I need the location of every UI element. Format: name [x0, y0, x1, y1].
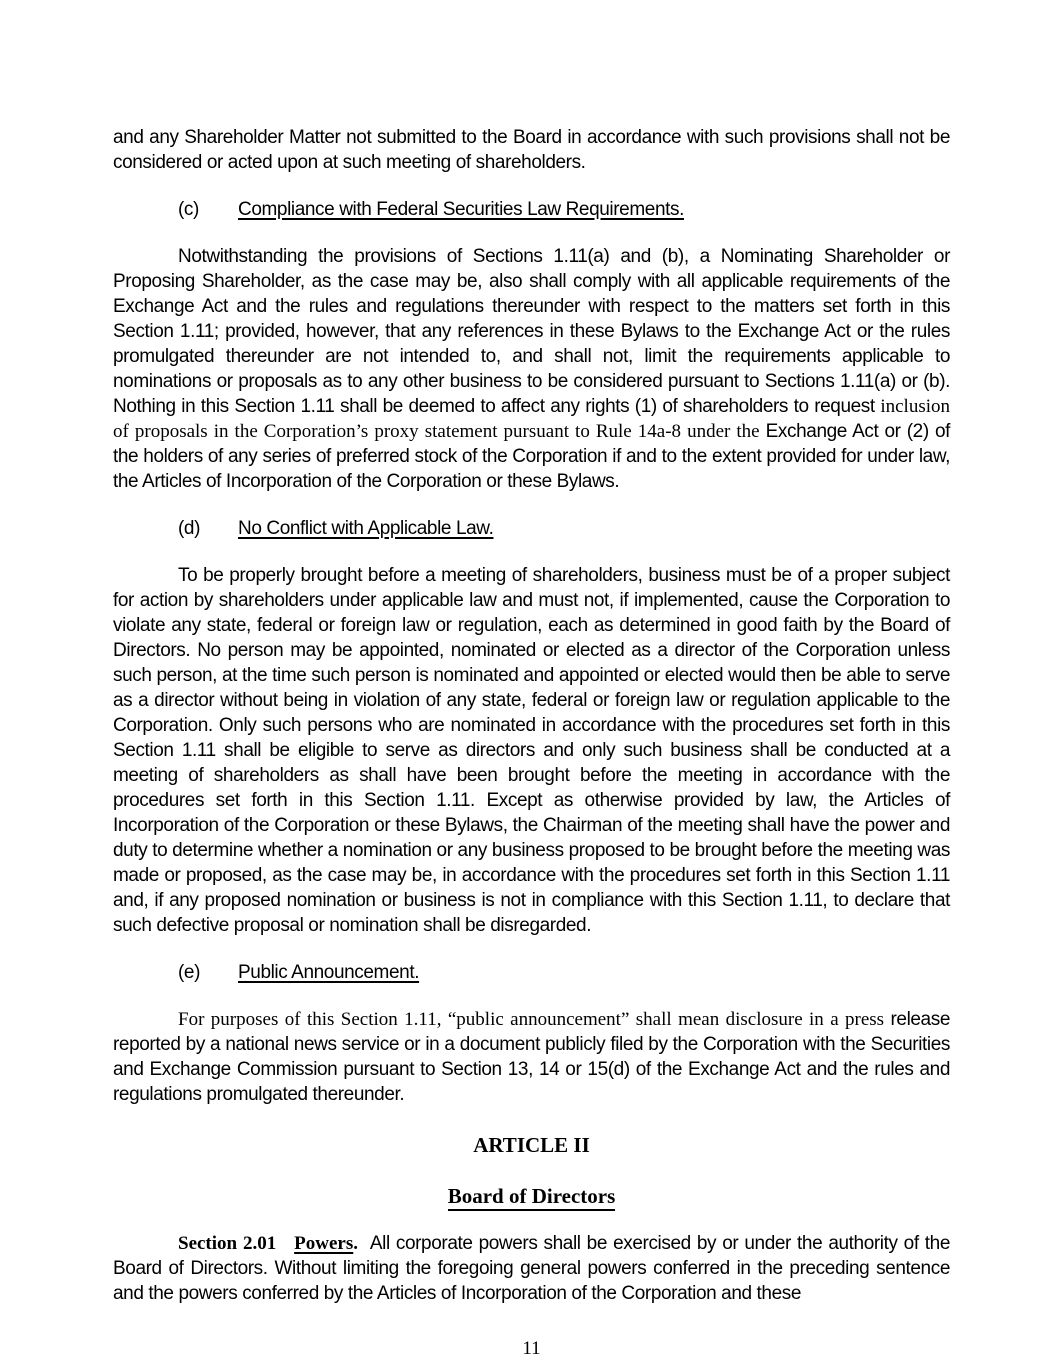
subsection-heading-e [113, 960, 950, 985]
text-segment: For purposes of this Section 1.11, “public announcement” shall mean disclosure in a press [178, 1009, 891, 1030]
text-segment: To be properly brought before a meeting of shareholders, business must be of a proper subject for action by shareholders under applicable law and must not, if implemented, cause the Corporation to violate any state, federal or foreign law or regulation, each as determined in good faith by the Board of Directors. No person may be appointed, nominated or elected as a director of the Corporation unless such person, at the time such person is nominated and appointed or elected would then be able to serve as a director without being in violation of any state, federal or foreign law or regulation applicable to the Corporation. Only such persons who are nominated in accordance with the procedures set forth in this Section 1.11 shall be eligible to serve as directors and only such business shall be conducted at a meeting of shareholders as shall have been brought before the meeting in accordance with the procedures set forth in this Section 1.11. Except as otherwise provided by law, the Articles of Incorporation of the Corporation or these Bylaws, the Chairman of the meeting shall have the power and duty to determine whether a nomination or any business proposed to be brought before the meeting was made or proposed, as the case may be, in accordance with the procedures set forth in this Section 1.11 and, if any proposed nomination or business is not in compliance with this Section 1.11, to declare that such defective proposal or nomination shall be disregarded. [113, 565, 950, 936]
text-segment: Notwithstanding the provisions of Sections 1.11(a) and (b), a Nominating Shareholder or Proposing Shareholder, as the case may be, also shall comply with all applicable requirements of the Exchange Act and the rules and regulations thereunder with respect to the matters set forth in this Section 1.11; provided, however, that any references in these Bylaws to the Exchange Act or the rules promulgated thereunder are not intended to, and shall not, limit the requirements applicable to nominations or proposals as to any other business to be considered pursuant to Sections 1.11(a) or (b). Nothing in this Section 1.11 shall be deemed to affect any rights (1) of shareholders to request [113, 246, 950, 417]
subsection-label-d: (d) [178, 518, 201, 539]
subsection-label-e: (e) [178, 962, 201, 983]
paragraph-compliance-body [113, 244, 950, 494]
subsection-title-e: Public Announcement. [238, 962, 420, 983]
paragraph-public-announcement-body [113, 1007, 950, 1107]
text-segment: Exchange Act or (2) of the holders of any series of preferred stock of the Corporation if and to the extent provided for under law, the Articles of Incorporation of the Corporation or these Bylaws. [113, 421, 950, 492]
paragraph-section-2-01-powers [113, 1231, 950, 1306]
subsection-title-d: No Conflict with Applicable Law. [238, 518, 494, 539]
paragraph-continuation [113, 125, 950, 175]
board-of-directors-subtitle-text: Board of Directors [448, 1184, 616, 1211]
paragraph-no-conflict-body [113, 563, 950, 938]
text-segment: . [353, 1233, 370, 1254]
subsection-title-c: Compliance with Federal Securities Law Requirements. [238, 199, 684, 220]
text-segment: release reported by a national news service or in a document publicly filed by the Corporation with the Securities and Exchange Commission pursuant to Section 13, 14 or 15(d) of the Exchange Act and the rules and regulations promulgated thereunder. [113, 1009, 950, 1105]
text-segment: Section 2.01 [178, 1233, 295, 1254]
text-segment: Powers [294, 1233, 354, 1254]
text-segment: inclusion of proposals in the Corporation’s proxy statement pursuant to Rule 14a-8 under the [113, 396, 950, 442]
article-ii-heading: ARTICLE II [473, 1133, 590, 1157]
subsection-heading-d [113, 516, 950, 541]
board-of-directors-subtitle [113, 1184, 950, 1209]
subsection-label-c: (c) [178, 199, 199, 220]
subsection-heading-c [113, 197, 950, 222]
page-number: 11 [522, 1338, 541, 1359]
text-segment: All corporate powers shall be exercised by or under the authority of the Board of Directors. Without limiting the foregoing general powers conferred in the preceding sentence and the powers conferred by the Articles of Incorporation of the Corporation and these [113, 1233, 951, 1304]
text-segment: and any Shareholder Matter not submitted to the Board in accordance with such provisions shall not be considered or acted upon at such meeting of shareholders. [113, 127, 950, 173]
